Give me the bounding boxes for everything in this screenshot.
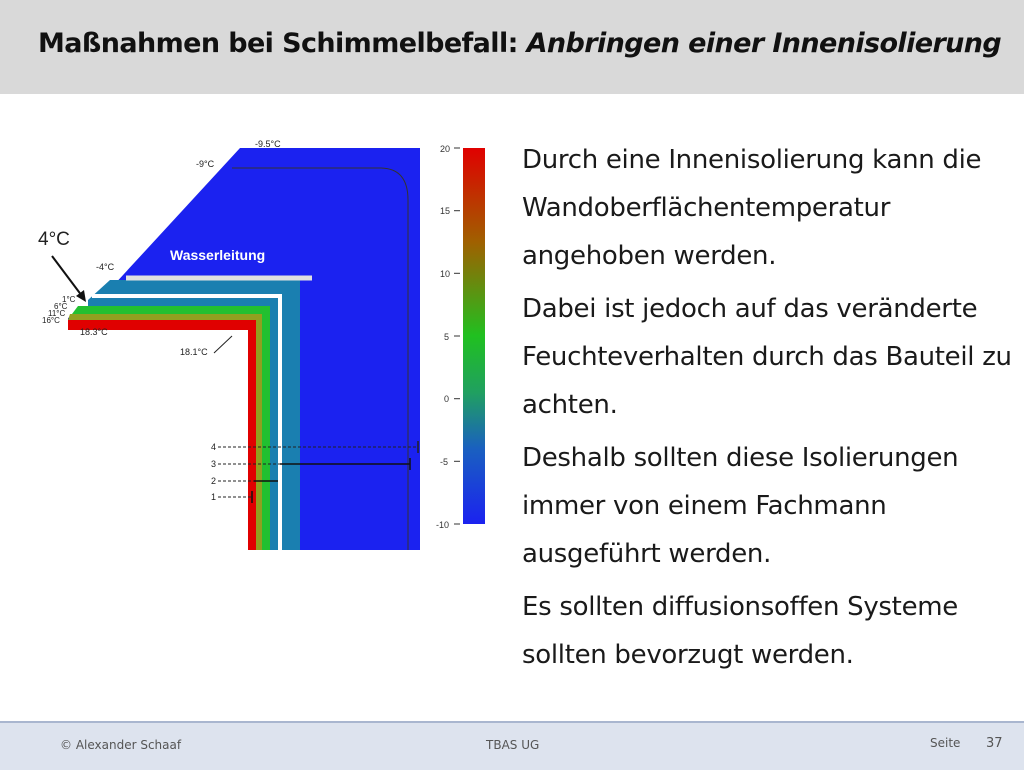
marker-label: 2 — [211, 476, 217, 486]
marker-label: 4 — [211, 442, 217, 452]
callout-label: 4°C — [38, 229, 70, 250]
insulation-band — [72, 306, 270, 550]
temp-label: 18.3°C — [80, 327, 108, 337]
temp-label: 11°C — [48, 309, 66, 318]
footer-page-label: Seite — [930, 736, 961, 750]
thermal-diagram — [0, 120, 500, 590]
paragraph: Es sollten diffusionsoffen Systeme sollten bevorzugt werden. — [522, 592, 958, 670]
footer — [0, 721, 1024, 770]
temp-label: 18.1°C — [180, 347, 208, 357]
scale-tick-label: 10 — [440, 269, 451, 279]
scale-tick-label: -5 — [440, 457, 449, 467]
color-scale-bar — [463, 148, 485, 524]
scale-tick-label: -10 — [436, 520, 450, 530]
scale-tick-label: 15 — [440, 206, 451, 216]
footer-copyright: © Alexander Schaaf — [60, 738, 182, 752]
leader-line — [214, 336, 232, 353]
callout-arrow — [52, 256, 82, 296]
scale-ticks — [436, 144, 460, 530]
arrow-head-icon — [76, 290, 86, 302]
scale-tick-label: 20 — [440, 144, 451, 154]
warm-interior-band — [68, 320, 256, 550]
temp-label: -4°C — [96, 262, 115, 272]
paragraph: Dabei ist jedoch auf das veränderte Feuchteverhalten durch das Bauteil zu achten. — [522, 294, 1012, 420]
pipe-label: Wasserleitung — [170, 247, 266, 263]
temp-label: -9°C — [196, 159, 215, 169]
temp-label: -9.5°C — [255, 139, 281, 149]
title-prefix: Maßnahmen bei Schimmelbefall: — [38, 28, 518, 59]
transition-band — [68, 314, 262, 550]
title-emphasis: Anbringen einer Innenisolierung — [526, 28, 1002, 59]
scale-tick-label: 5 — [444, 332, 450, 342]
temp-label: 16°C — [42, 316, 60, 325]
wall-cold-region — [68, 148, 420, 550]
text-content — [522, 136, 1012, 684]
temp-label: 1°C — [62, 295, 76, 304]
temp-label: 6°C — [54, 302, 68, 311]
footer-company: TBAS UG — [486, 738, 540, 752]
scale-tick-label: 0 — [444, 394, 450, 404]
title-bar — [0, 0, 1024, 94]
marker-label: 1 — [211, 492, 217, 502]
paragraph: Deshalb sollten diese Isolierungen immer von einem Fachmann ausgeführt werden. — [522, 443, 959, 569]
marker-label: 3 — [211, 459, 217, 469]
paragraph: Durch eine Innenisolierung kann die Wandoberflächentemperatur angehoben werden. — [522, 145, 982, 271]
slide-title — [38, 28, 1001, 59]
footer-page-number: 37 — [986, 736, 1003, 751]
